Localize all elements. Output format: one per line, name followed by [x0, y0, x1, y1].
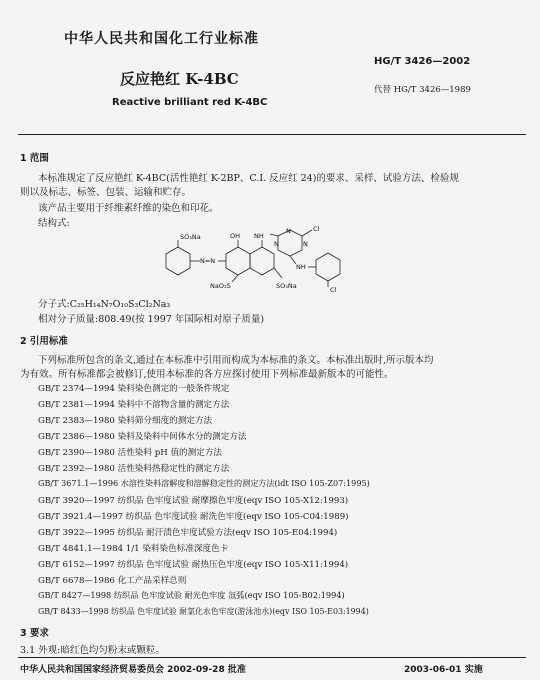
structure-label: 结构式: [38, 218, 70, 229]
benzene-ring-right [316, 253, 340, 281]
molecular-formula: 分子式:C₂₅H₁₄N₇O₁₀S₃Cl₂Na₃ [38, 299, 171, 310]
structural-formula [150, 222, 380, 294]
reference-item: GB/T 8427—1998 纺织品 色牢度试验 耐光色牢度 氙弧(eqv ISO 105-B02:1994) [38, 590, 345, 600]
title-cn: 反应艳红 K-4BC [120, 70, 239, 88]
reference-item: GB/T 6678—1986 化工产品采样总则 [38, 576, 187, 586]
naO3s-group: NaO₃S [210, 282, 231, 290]
effective-date: 2003-06-01 实施 [404, 665, 483, 675]
reference-item: GB/T 2381—1994 染料中不溶物含量的测定方法 [38, 400, 230, 410]
reference-item: GB/T 3671.1—1996 水溶性染料溶解度和溶解稳定性的测定方法(idt ISO 105-Z07:1995) [38, 478, 370, 488]
header-rule [18, 134, 526, 135]
requirement-3-1: 3.1 外观:暗红色均匀粉末或颗粒。 [20, 645, 165, 656]
naphthalene-ring-a [226, 247, 250, 275]
triazine-n-c: N [274, 240, 279, 248]
standard-code: HG/T 3426—2002 [374, 56, 471, 67]
section-2-heading: 2 引用标准 [20, 336, 68, 347]
replaces-standard: 代替 HG/T 3426—1989 [374, 85, 471, 95]
references-intro-line2: 为有效。所有标准都会被修订,使用本标准的各方应探讨使用下列标准最新版本的可能性。 [20, 369, 394, 380]
reference-item: GB/T 6152—1997 纺织品 色牢度试验 耐热压色牢度(eqv ISO 105-X11:1994) [38, 560, 349, 570]
reference-item: GB/T 8433—1998 纺织品 色牢度试验 耐氯化水色牢度(游泳池水)(eqv ISO 105-E03:1994) [38, 607, 369, 616]
issuer-approval: 中华人民共和国国家经济贸易委员会 2002-09-28 批准 [20, 665, 246, 675]
nh-right: NH [296, 263, 306, 271]
benzene-ring-left [166, 247, 190, 275]
naphthalene-ring-b [250, 247, 274, 275]
azo-group: N=N [200, 257, 216, 265]
scope-para-line1: 本标准规定了反应艳红 K-4BC(活性艳红 K-2BP、C.I. 反应红 24)的要求、采样、试验方法、检验规 [38, 173, 459, 184]
molecular-mass: 相对分子质量:808.49(按 1997 年国际相对原子质量) [38, 314, 265, 325]
cl-top: Cl [313, 225, 320, 233]
scope-para2: 该产品主要用于纤维素纤维的染色和印花。 [38, 203, 219, 214]
nh-left: NH [254, 232, 264, 240]
reference-item: GB/T 2390—1980 活性染料 pH 值的测定方法 [38, 448, 223, 458]
footer-rule [18, 657, 526, 658]
industry-standard-heading: 中华人民共和国化工行业标准 [64, 31, 259, 47]
reference-item: GB/T 2386—1980 染料及染料中间体水分的测定方法 [38, 432, 247, 442]
section-1-heading: 1 范围 [20, 153, 49, 164]
reference-item: GB/T 4841.1—1984 1/1 染料染色标准深度色卡 [38, 544, 229, 554]
triazine-n-a: N [286, 227, 291, 235]
title-en: Reactive brilliant red K-4BC [112, 97, 268, 108]
reference-item: GB/T 2374—1994 染料染色测定的一般条件规定 [38, 384, 230, 394]
oh-group: OH [230, 232, 241, 240]
reference-item: GB/T 3921.4—1997 纺织品 色牢度试验 耐洗色牢度(eqv ISO 105-C04:1989) [38, 512, 349, 522]
section-3-heading: 3 要求 [20, 628, 49, 639]
reference-item: GB/T 2392—1980 活性染料热稳定性的测定方法 [38, 464, 230, 474]
triazine-n-b: N [303, 240, 308, 248]
so3na-bottom: SO₃Na [276, 282, 297, 290]
cl-bottom: Cl [330, 286, 337, 294]
references-intro-line1: 下列标准所包含的条文,通过在本标准中引用而构成为本标准的条文。本标准出版时,所示版本均 [38, 355, 434, 366]
reference-item: GB/T 3920—1997 纺织品 色牢度试验 耐摩擦色牢度(eqv ISO 105-X12:1993) [38, 496, 349, 506]
scope-para-line2: 则以及标志、标签、包装、运输和贮存。 [20, 187, 192, 198]
so3na-top: SO₃Na [180, 233, 201, 241]
reference-item: GB/T 2383—1980 染料筛分细度的测定方法 [38, 416, 213, 426]
reference-item: GB/T 3922—1995 纺织品 耐汗渍色牢度试验方法(eqv ISO 105-E04:1994) [38, 528, 338, 538]
